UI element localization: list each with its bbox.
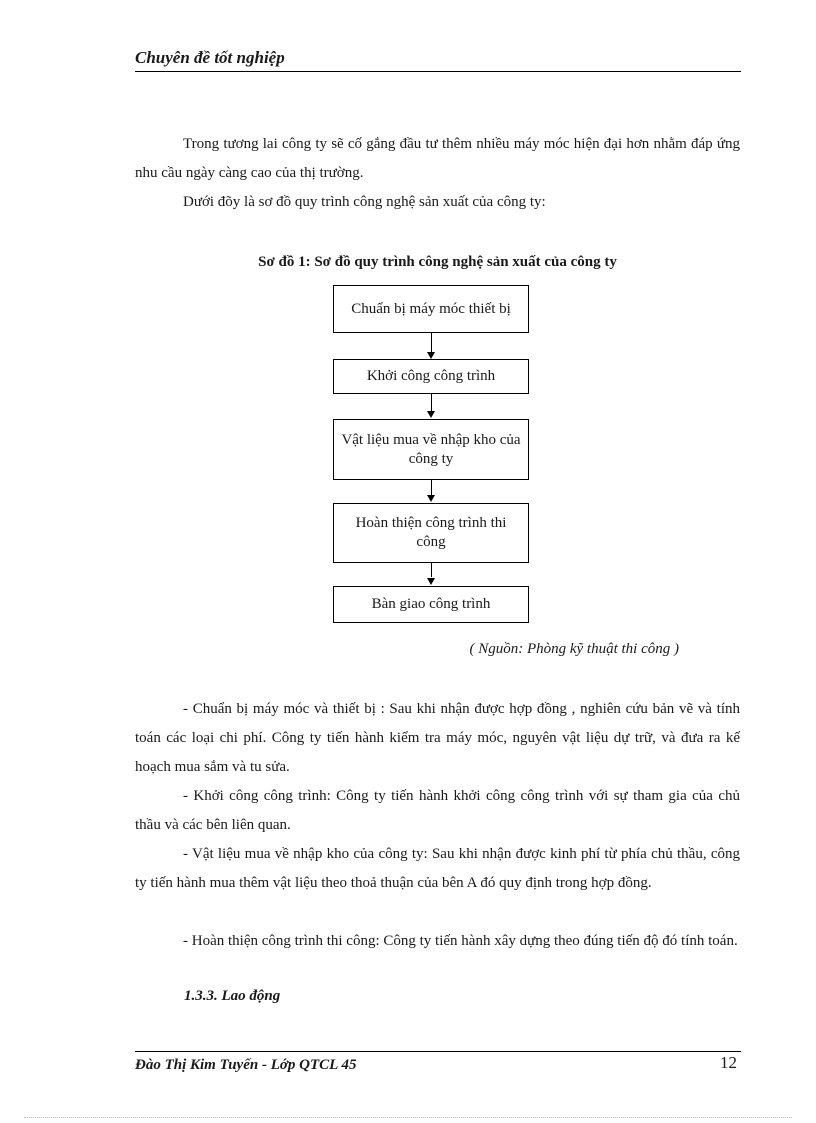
flow-arrowhead-3: [427, 495, 435, 502]
page-bottom-border: [24, 1117, 792, 1118]
page-number: 12: [720, 1053, 737, 1072]
flow-step-1: Chuẩn bị máy móc thiết bị: [333, 285, 529, 333]
intro-paragraph-1: Trong tương lai công ty sẽ cố gắng đầu tư thêm nhiều máy móc hiện đại hơn nhằm đáp ứng nhu cầu ngày càng cao của thị trường.: [135, 136, 740, 181]
section-subheading: 1.3.3. Lao động: [184, 988, 281, 1004]
diagram-source: ( Nguồn: Phòng kỹ thuật thi công ): [469, 641, 679, 657]
flow-arrowhead-4: [427, 578, 435, 585]
flow-arrow-1: [431, 333, 432, 354]
flow-arrow-3: [431, 480, 432, 495]
flow-step-2: Khởi công công trình: [333, 359, 529, 394]
body-paragraph-2: - Khởi công công trình: Công ty tiến hành khởi công công trình với sự tham gia của chủ thầu và các bên liên quan.: [135, 788, 740, 833]
flow-step-5: Bàn giao công trình: [333, 586, 529, 623]
flow-step-3: Vật liệu mua về nhập kho của công ty: [333, 419, 529, 480]
header-rule: [135, 71, 741, 72]
intro-paragraph-2: Dưới đõy là sơ đồ quy trình công nghệ sản xuất của công ty:: [183, 194, 546, 210]
body-paragraph-4: - Hoàn thiện công trình thi công: Công ty tiến hành xây dựng theo đúng tiến độ đó tính toán.: [183, 933, 738, 949]
footer-rule: [135, 1051, 741, 1052]
footer-author: Đào Thị Kim Tuyến - Lớp QTCL 45: [135, 1057, 357, 1073]
body-paragraph-3: - Vật liệu mua về nhập kho của công ty: Sau khi nhận được kinh phí từ phía chủ thầu, công ty tiến hành mua thêm vật liệu theo thoả thuận của bên A đó quy định trong hợp đồng.: [135, 846, 740, 891]
diagram-title: Sơ đồ 1: Sơ đồ quy trình công nghệ sản xuất của công ty: [258, 254, 617, 270]
flow-arrowhead-1: [427, 352, 435, 359]
flow-arrow-2: [431, 394, 432, 412]
flow-arrowhead-2: [427, 411, 435, 418]
body-paragraph-1: - Chuẩn bị máy móc và thiết bị : Sau khi nhận được hợp đồng , nghiên cứu bản vẽ và tính toán các loại chi phí. Công ty tiến hành kiểm tra máy móc, nguyên vật liệu dự trữ, và đưa ra kế hoạch mua sắm và tu sửa.: [135, 701, 740, 775]
flow-step-4: Hoàn thiện công trình thi công: [333, 503, 529, 563]
header-title: Chuyên đề tốt nghiệp: [135, 48, 285, 67]
flow-arrow-4: [431, 563, 432, 577]
